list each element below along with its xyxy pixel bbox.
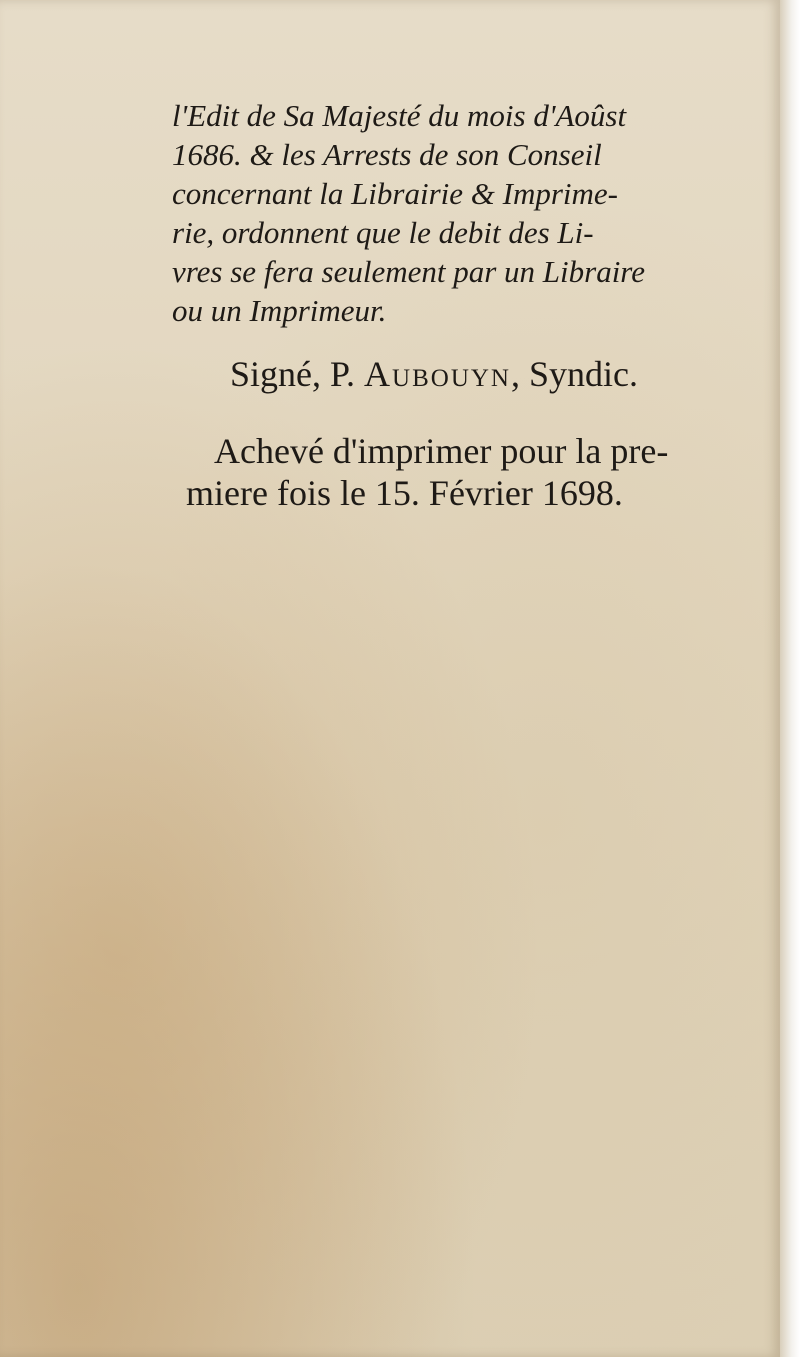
colophon-line: Achevé d'imprimer pour la pre- [214, 431, 669, 471]
privilege-line: rie, ordonnent que le debit des Li- [172, 215, 594, 250]
page-text [172, 96, 732, 514]
privilege-line: l'Edit de Sa Majesté du mois d'Aoûst [172, 98, 627, 133]
signature-suffix: , Syndic. [511, 354, 639, 394]
printing-colophon [172, 430, 732, 514]
privilege-line: concernant la Librairie & Imprime- [172, 176, 619, 211]
privilege-line: vres se fera seulement par un Libraire [172, 254, 645, 289]
privilege-line: 1686. & les Arrests de son Conseil [172, 137, 602, 172]
privilege-line: ou un Imprimeur. [172, 293, 387, 328]
signature-prefix: Signé, P. [230, 354, 356, 394]
syndic-signature [230, 352, 732, 396]
privilege-paragraph [172, 96, 732, 330]
page-edge [780, 0, 800, 1357]
colophon-line: miere fois le 15. Février 1698. [186, 473, 623, 513]
signature-name: Aubouyn [364, 354, 511, 394]
